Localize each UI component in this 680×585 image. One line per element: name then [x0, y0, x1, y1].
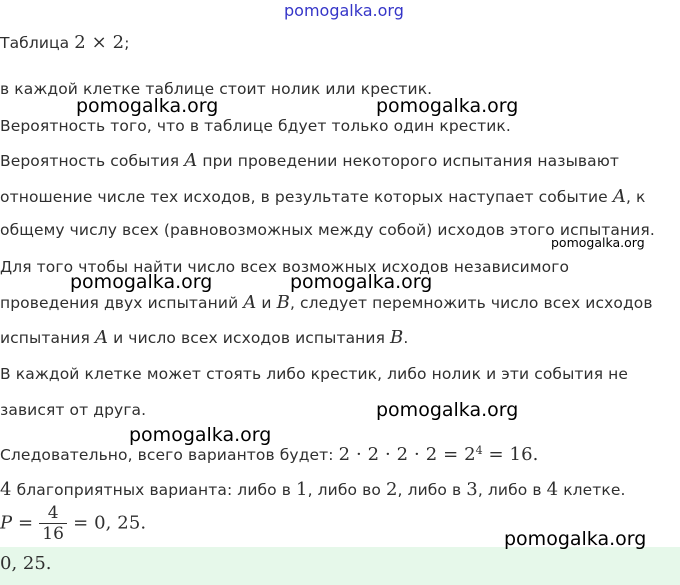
math-a: A	[612, 186, 626, 207]
math-p: P	[0, 512, 13, 534]
math-equals: =	[12, 512, 34, 534]
text: .	[403, 329, 409, 347]
math-result: = 0, 25.	[73, 512, 147, 534]
text: испытания	[0, 329, 95, 347]
line-definition-3: общему числу всех (равновозможных между собой) исходов этого испытания.	[0, 221, 655, 239]
math-number: 1	[296, 479, 308, 500]
line-independent-3	[0, 327, 408, 348]
watermark: pomogalka.org	[76, 95, 219, 117]
watermark: pomogalka.org	[551, 235, 645, 250]
line-probability-one-cross: Вероятность того, что в таблице бдует только один крестик.	[0, 117, 511, 135]
watermark: pomogalka.org	[504, 528, 647, 550]
text: и	[256, 294, 277, 312]
math-number: 4	[546, 479, 559, 500]
watermark: pomogalka.org	[70, 271, 213, 293]
line-independent-1: Для того чтобы найти число всех возможных исходов независимого	[0, 258, 570, 276]
text: , следует перемножить число всех исходов	[289, 294, 653, 312]
math-a: A	[94, 327, 109, 348]
watermark-top[interactable]: pomogalka.org	[284, 1, 404, 20]
math-a: A	[184, 150, 198, 171]
text: Следовательно, всего вариантов будет:	[0, 446, 339, 465]
text: , либо в	[397, 481, 467, 499]
text: при проведении некоторого испытания называют	[197, 152, 620, 170]
text: , к	[625, 188, 646, 206]
text: и число всех исходов испытания	[108, 329, 391, 347]
line-total-variants	[0, 444, 539, 465]
math-b: B	[390, 327, 404, 348]
fraction-denominator: 16	[42, 524, 65, 544]
math-number: 3	[466, 479, 478, 500]
text: Вероятность события	[0, 152, 185, 170]
math-result: = 16.	[482, 444, 539, 466]
math-product: 2 · 2 · 2 · 2 = 2	[338, 444, 476, 466]
line-independent-2	[0, 292, 653, 313]
math-number: 4	[0, 479, 12, 500]
line-events-2: зависят от друга.	[0, 401, 147, 419]
text: проведения двух испытаний	[0, 294, 244, 312]
watermark: pomogalka.org	[129, 424, 272, 446]
watermark: pomogalka.org	[376, 95, 519, 117]
text: , либо во	[307, 481, 386, 499]
answer-value: 0, 25.	[0, 553, 52, 574]
text: отношение числе тех исходов, в результате которых наступает событие	[0, 188, 613, 206]
line-definition-2	[0, 186, 645, 207]
math-b: B	[276, 292, 290, 313]
fraction	[39, 503, 67, 544]
math-exponent: 4	[475, 444, 483, 457]
text: Таблица	[0, 34, 75, 52]
watermark: pomogalka.org	[376, 399, 519, 421]
text: клетке.	[558, 481, 626, 499]
fraction-numerator: 4	[39, 503, 67, 524]
math-number: 2	[385, 479, 398, 500]
line-favorable	[0, 479, 626, 500]
text: ;	[124, 34, 130, 52]
line-cells: в каждой клетке таблице стоит нолик или крестик.	[0, 80, 433, 98]
line-definition-1	[0, 150, 619, 171]
line-table-size	[0, 32, 130, 53]
text: , либо в	[477, 481, 547, 499]
math: 2 × 2	[74, 32, 125, 53]
line-probability-formula	[0, 503, 146, 544]
line-events-1: В каждой клетке может стоять либо крестик, либо нолик и эти события не	[0, 365, 629, 383]
text: благоприятных варианта: либо в	[11, 481, 297, 499]
watermark: pomogalka.org	[290, 271, 433, 293]
math-a: A	[243, 292, 257, 313]
answer-box	[0, 547, 680, 585]
